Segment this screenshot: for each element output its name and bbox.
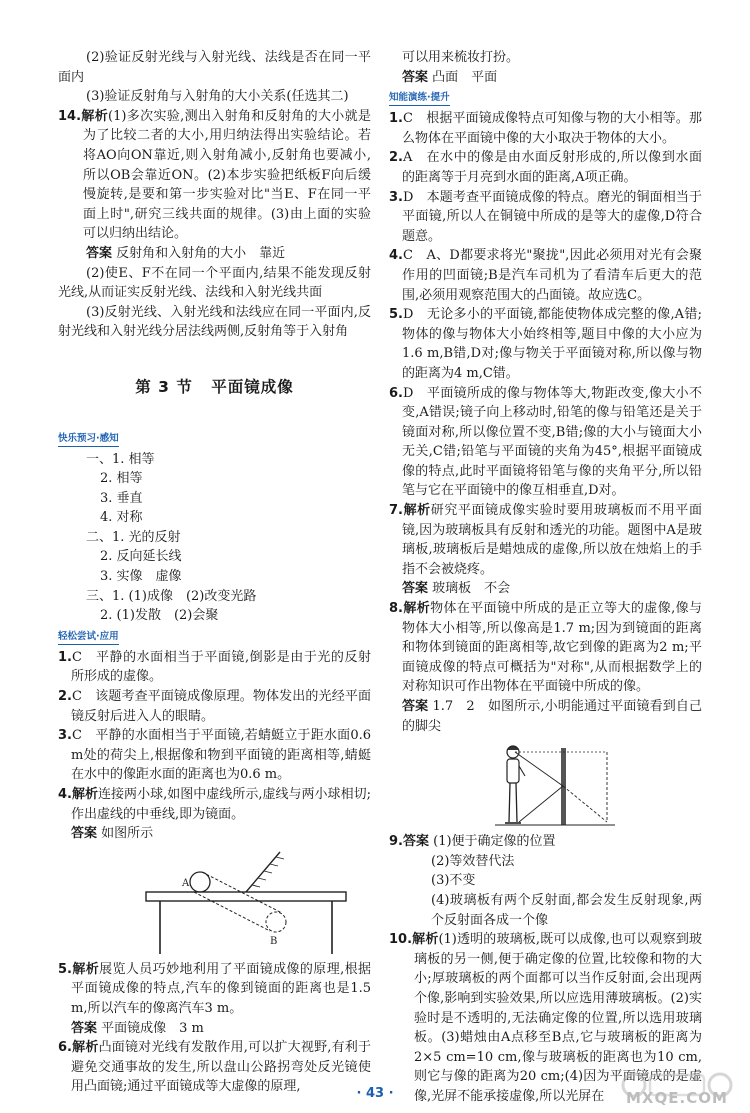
practice-q4 (58, 785, 371, 824)
q5-text: 展览人员巧妙地利用了平面镜成像的原理,根据平面镜成像的特点,汽车的像到镜面的距离也是1.5 m,所以汽车的像离汽车3 m。 (71, 961, 371, 1016)
virtual-ray (563, 786, 607, 822)
practice-q1 (58, 648, 371, 687)
preview-item: 3. 实像 虚像 (100, 569, 182, 585)
r-q1-number: 1. (389, 111, 403, 127)
table-top (146, 892, 346, 901)
preview-item: 2. 反向延长线 (100, 549, 182, 565)
improve-tag: 知能演练·提升 (389, 92, 450, 106)
r-q5-number: 5. (389, 307, 403, 323)
preview-item: 2. (1)发散 (2)会聚 (100, 608, 219, 624)
page-number: · 43 · (356, 1086, 394, 1101)
r-q7-answer-label: 答案 (402, 581, 429, 597)
improve-q7 (389, 501, 702, 579)
preview-item: 一、1. 相等 (86, 451, 155, 467)
r-q8-answer-text: 1.7 2 如图所示,小明能通过平面镜看到自己的脚尖 (402, 699, 702, 734)
person-leg-left (509, 783, 510, 822)
practice-tag: 轻松尝试·应用 (58, 631, 119, 645)
q14-answer-2: (2)使E、F不在同一个平面内,结果不能发现反射光线,从而证实反射光线、法线和入射光线共面 (58, 265, 371, 301)
q5-label: 解析 (71, 961, 100, 977)
section-name: 平面镜成像 (211, 377, 294, 396)
practice-q3 (58, 726, 371, 785)
fig-label-b: B (270, 935, 278, 947)
r-q9-item: (4)玻璃板有两个反射面,都会发生反射现象,两个反射面各成一个像 (431, 892, 702, 928)
r-q7-text: 研究平面镜成像实验时要用玻璃板而不用平面镜,因为玻璃板具有反射和透光的功能。题图中A是玻璃板,玻璃板后是蜡烛成的虚像,所以放在烛焰上的手指不会被烧疼。 (402, 503, 702, 577)
r-q8-text: 物体在平面镜中所成的是正立等大的虚像,像与物体大小相等,所以像高是1.7 m;因为到镜面的距离和物体到镜面的距离相等,故它到像的距离为2 m;平面镜成像的特点可概括为"对称",从而根据数学上的对称知识可作出物体在平面镜中所成的像。 (402, 601, 702, 695)
mirror-hatch (252, 857, 284, 887)
preview-item: 三、1. (1)成像 (2)改变光路 (86, 588, 257, 604)
q3-number: 3. (58, 728, 72, 744)
q14-number: 14. (58, 108, 82, 124)
q4-answer-text: 如图所示 (101, 826, 154, 842)
q5-answer-text: 平面镜成像 3 m (101, 1020, 204, 1036)
q4-answer-label: 答案 (71, 826, 98, 842)
q6-answer-text: 凸面 平面 (432, 69, 498, 85)
q4-text: 连接两小球,如图中虚线所示,虚线与两小球相切;作出虚线的中垂线,即为镜面。 (71, 787, 371, 822)
preview-item: 4. 对称 (100, 510, 143, 526)
r-q4-number: 4. (389, 248, 403, 264)
q6-label: 解析 (71, 1040, 99, 1056)
r-q6-number: 6. (389, 385, 403, 401)
r-q2-text: A 在水中的像是由水面反射形成的,所以像到水面的距离等于月亮到水面的距离,A项正确。 (402, 150, 702, 185)
q6-text: 凸面镜对光线有发散作用,可以扩大视野,有利于避免交通事故的发生,所以盘山公路拐弯处反光镜使用凸面镜;通过平面镜成等大虚像的原理, (71, 1040, 371, 1095)
q5-number: 5. (58, 961, 72, 977)
fig-label-a: A (182, 877, 190, 889)
improve-q4 (389, 246, 702, 305)
intro-line-2: (3)验证反射角与入射角的大小关系(任选其二) (86, 89, 349, 105)
r-q10-text: (1)透明的玻璃板,既可以成像,也可以观察到玻璃板的另一侧,便于确定像的位置,比较像和物的大小;厚玻璃板的两个面都可以当作反射面,会出现两个像,影响到实验效果,所以应选用薄玻璃板。(2)实验时是不透明的,无法确定像的位置,所以选用玻璃板。(3)蜡烛由A点移至B点,它与玻璃板的距离为2×5 cm=10 cm,像与玻璃板的距离也为10 cm,则它与像的距离为20 cm;(4)因为平面镜成的是虚像,光屏不能承接虚像,所以光屏在 (414, 932, 702, 1104)
r-q3-number: 3. (389, 189, 403, 205)
intro-line-1: (2)验证反射光线与入射光线、法线是否在同一平面内 (58, 50, 371, 85)
r-q8-answer-label: 答案 (402, 699, 429, 714)
q14-answer (58, 244, 371, 264)
left-column (58, 48, 371, 1097)
r-q9-answer-label: 答案 (402, 834, 429, 850)
q6-number: 6. (58, 1040, 72, 1056)
q4-label: 解析 (71, 787, 99, 802)
light-ray-foot (519, 786, 563, 822)
r-q7-number: 7. (389, 503, 403, 519)
practice-q5 (58, 960, 371, 1019)
ball-b-image (266, 912, 286, 932)
q14-label: 解析 (81, 108, 109, 124)
r-q4-text: C A、D都要求将光"聚拢",因此必须用对光有会聚作用的凹面镜;B是汽车司机为了看清车后更大的范围,必须用观察范围大的凸面镜。故应选C。 (402, 248, 702, 303)
r-q7-label: 解析 (402, 503, 431, 519)
q14-analysis (58, 107, 371, 244)
q4-number: 4. (58, 787, 72, 802)
section-title (58, 378, 371, 398)
person-arm (519, 766, 525, 776)
q7-answer (389, 579, 702, 599)
r-q2-number: 2. (389, 150, 403, 166)
person-body (507, 759, 519, 783)
preview-item: 2. 相等 (100, 471, 143, 487)
section-number: 第 3 节 (135, 377, 193, 396)
improve-q9 (389, 832, 702, 852)
q5-answer-label: 答案 (71, 1020, 98, 1036)
q14-answer-1: 反射角和入射角的大小 靠近 (116, 245, 286, 261)
r-q10-number: 10. (389, 932, 413, 948)
dashed-line-lower (194, 892, 270, 931)
q14-text: (1)多次实验,测出入射角和反射角的大小就是为了比较二者的大小,用归纳法得出实验结论。若将AO向ON靠近,则入射角减小,反射角也要减小,所以OB会靠近ON。(2)本步实验把纸板F向后缓慢旋转,是要和第一步实验对比"当E、F在同一平面上时",研究三线共面的规律。(3)由上面的实验可以归纳出结论。 (83, 108, 371, 242)
improve-q2 (389, 148, 702, 187)
q6-answer (389, 68, 702, 88)
improve-q6 (389, 384, 702, 502)
light-ray-eye (515, 752, 563, 786)
mirror-person-figure (475, 738, 675, 830)
right-column (389, 48, 702, 1107)
q14-answer-label: 答案 (86, 245, 113, 261)
watermark-text: MXQE.COM (626, 1089, 728, 1107)
mirror-line (246, 852, 280, 892)
r-q10-label: 解析 (412, 932, 439, 948)
r-q8-label: 解析 (402, 601, 431, 617)
r-q3-text: D 本题考查平面镜成像的特点。磨光的铜面相当于平面镜,所以人在铜镜中所成的是等大的虚像,D符合题意。 (402, 189, 702, 244)
q4-answer (58, 824, 371, 844)
q8-answer (389, 697, 702, 736)
r-q9-number: 9. (389, 834, 403, 850)
preview-item: 二、1. 光的反射 (86, 529, 181, 545)
q2-text: C 该题考查平面镜成像原理。物体发出的光经平面镜反射后进入人的眼睛。 (71, 689, 371, 724)
preview-list (58, 450, 371, 626)
q14-answer-3: (3)反射光线、入射光线和法线应在同一平面内,反射光线和入射光线分居法线两侧,反射角等于入射角 (58, 304, 371, 340)
improve-q1 (389, 109, 702, 148)
q6-continuation: 可以用来梳妆打扮。 (402, 50, 520, 65)
improve-q3 (389, 188, 702, 247)
r-q9-item: (3)不变 (431, 873, 476, 889)
q3-text: C 平静的水面相当于平面镜,若蜻蜓立于距水面0.6 m处的荷尖上,根据像和物到平面镜的距离相等,蜻蜓在水中的像距水面的距离也为0.6 m。 (71, 728, 371, 783)
table-mirror-figure (136, 846, 356, 958)
preview-item: 3. 垂直 (100, 490, 143, 506)
r-q9-item: (1)便于确定像的位置 (433, 834, 556, 850)
improve-q8 (389, 599, 702, 697)
r-q5-text: D 无论多小的平面镜,都能使物体成完整的像,A错;物体的像与物体大小始终相等,题目中像的大小应为1.6 m,B错,D对;像与物关于平面镜对称,所以像与物的距离为4 m,C错。 (402, 307, 702, 381)
preview-tag: 快乐预习·感知 (58, 433, 119, 447)
r-q9-item: (2)等效替代法 (431, 853, 515, 869)
r-q1-text: C 根据平面镜成像特点可知像与物的大小相等。那么物体在平面镜中像的大小取决于物体的大小。 (402, 111, 702, 146)
r-q8-number: 8. (389, 601, 403, 617)
q1-text: C 平静的水面相当于平面镜,倒影是由于光的反射所形成的虚像。 (71, 649, 371, 685)
r-q7-answer-text: 玻璃板 不会 (432, 581, 511, 597)
q2-number: 2. (58, 689, 72, 705)
improve-q5 (389, 305, 702, 383)
r-q6-text: D 平面镜所成的像与物体等大,物距改变,像大小不变,A错误;镜子向上移动时,铅笔的像与铅笔还是关于镜面对称,所以像位置不变,B错;像的大小与镜面大小无关,C错;铅笔与平面镜的夹角为45°,根据平面镜成像的特点,此时平面镜将铅笔与像的夹角平分,所以铅笔与它在平面镜中的像互相垂直,D对。 (402, 385, 702, 499)
person-leg-right (516, 783, 517, 822)
q5-answer (58, 1019, 371, 1039)
practice-q2 (58, 687, 371, 726)
q6-answer-label: 答案 (402, 69, 429, 85)
q1-number: 1. (58, 649, 72, 665)
